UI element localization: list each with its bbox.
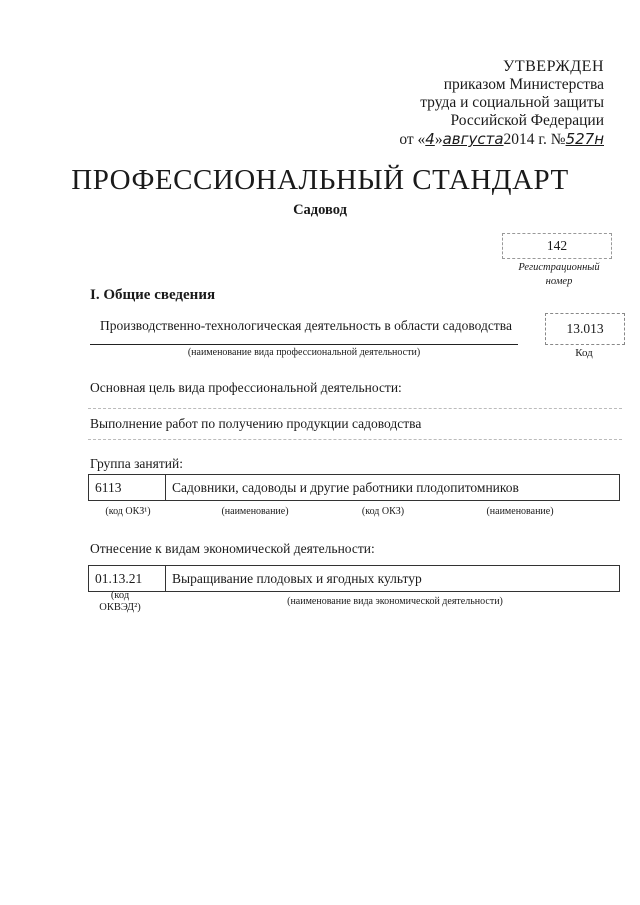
registration-number-box: 142 xyxy=(502,233,612,259)
okz-code-cell: 6113 xyxy=(89,475,166,501)
occupation-group-label: Группа занятий: xyxy=(90,456,183,471)
document-subtitle: Садовод xyxy=(293,202,347,218)
approval-order-line: приказом Министерства xyxy=(443,76,604,93)
activity-name-caption: (наименование вида профессиональной деятельности) xyxy=(187,347,421,358)
okz-name2-caption: (наименование) xyxy=(486,506,554,517)
goal-label: Основная цель вида профессиональной деятельности: xyxy=(90,380,402,395)
activity-code-caption: Код xyxy=(575,347,593,359)
economic-activity-label: Отнесение к видам экономической деятельности: xyxy=(90,541,375,556)
okz-code2-caption: (код ОКЗ) xyxy=(361,506,405,517)
approval-block xyxy=(399,58,604,149)
handwritten-order-number: 527н xyxy=(565,130,604,148)
okved-code-caption: (код ОКВЭД²) xyxy=(99,590,141,613)
activity-underline xyxy=(90,344,518,345)
approval-date-line xyxy=(399,130,604,149)
handwritten-month: августа xyxy=(442,130,504,148)
okved-code-cell: 01.13.21 xyxy=(89,566,166,592)
approval-federation-line: Российской Федерации xyxy=(450,112,604,129)
okz-name-cell: Садовники, садоводы и другие работники плодопитомников xyxy=(166,475,620,501)
table-row xyxy=(89,475,620,501)
date-year: 2014 г. № xyxy=(503,131,566,148)
section-heading: I. Общие сведения xyxy=(90,287,216,303)
date-prefix: от « xyxy=(399,131,426,148)
okz-code-caption: (код ОКЗ¹) xyxy=(105,506,151,517)
okved-name-cell: Выращивание плодовых и ягодных культур xyxy=(166,566,620,592)
registration-number-caption: Регистрационный номер xyxy=(518,262,600,287)
date-mid: » xyxy=(434,131,443,148)
occupation-table xyxy=(88,474,620,501)
okz-name-caption: (наименование) xyxy=(221,506,289,517)
approval-ministry-line: труда и социальной защиты xyxy=(420,94,604,111)
table-row xyxy=(89,566,620,592)
activity-code-box: 13.013 xyxy=(545,313,625,345)
economic-activity-table xyxy=(88,565,620,592)
approval-heading: УТВЕРЖДЕН xyxy=(503,58,604,75)
okved-name-caption: (наименование вида экономической деятельности) xyxy=(287,596,503,607)
activity-name: Производственно-технологическая деятельность в области садоводства xyxy=(100,318,512,333)
handwritten-day: 4 xyxy=(425,130,435,148)
goal-text: Выполнение работ по получению продукции садоводства xyxy=(88,408,622,440)
document-title: ПРОФЕССИОНАЛЬНЫЙ СТАНДАРТ xyxy=(71,164,569,196)
